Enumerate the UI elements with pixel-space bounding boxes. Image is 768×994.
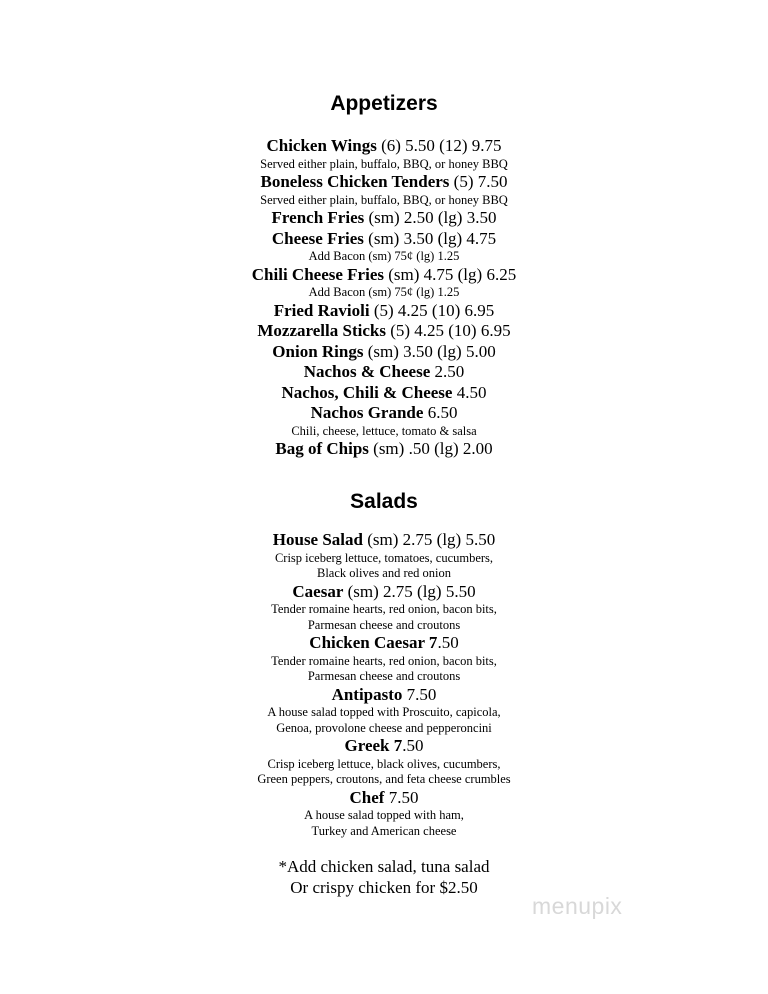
menu-item-description: Green peppers, croutons, and feta cheese crumbles (257, 772, 511, 786)
menu-item-price: (5) 4.25 (10) 6.95 (390, 321, 511, 340)
menu-item-price: (sm) 3.50 (lg) 5.00 (367, 341, 496, 361)
menu-item-line (0, 208, 768, 229)
menu-item-price: (sm) 3.50 (lg) 4.75 (368, 228, 497, 248)
appetizers-heading: Appetizers (330, 92, 438, 115)
menu-item-description: Crisp iceberg lettuce, tomatoes, cucumbers, (274, 550, 494, 565)
menu-item (0, 136, 768, 172)
menu-item-price: 7.50 (388, 787, 419, 807)
menu-item-name: Caesar (292, 581, 344, 601)
menu-item-description: Parmesan cheese and croutons (307, 617, 461, 632)
menu-item (0, 342, 768, 363)
menu-item (0, 685, 768, 737)
menu-item (0, 172, 768, 208)
menu-item (0, 530, 768, 582)
menu-item-name: Chicken Caesar 7 (309, 633, 438, 652)
menu-item-description: Chili, cheese, lettuce, tomato & salsa (291, 423, 477, 438)
menu-item-line (0, 362, 768, 383)
menu-item-line (0, 788, 768, 809)
appetizers-list (0, 136, 768, 460)
menu-item-name: Nachos Grande (310, 403, 424, 422)
menu-item (0, 383, 768, 404)
footnote-line: Or crispy chicken for $2.50 (290, 878, 478, 897)
menu-item-line (0, 136, 768, 157)
menu-item-price: .50 (402, 736, 424, 755)
menu-item-name: Nachos & Cheese (303, 362, 431, 381)
menu-item-description: A house salad topped with Proscuito, capicola, (267, 705, 501, 719)
menu-item-price: (5) 7.50 (453, 172, 508, 191)
menu-item (0, 362, 768, 383)
menu-item-description: A house salad topped with ham, (304, 808, 464, 822)
menu-item-line (0, 736, 768, 757)
menu-item-description: Parmesan cheese and croutons (307, 669, 461, 683)
menu-item-description: Black olives and red onion (317, 566, 451, 580)
menu-item-name: Antipasto (331, 684, 403, 704)
menu-item (0, 301, 768, 322)
menu-item-description: Add Bacon (sm) 75¢ (lg) 1.25 (308, 285, 460, 299)
menu-item (0, 208, 768, 229)
menu-item-price: (sm) 2.50 (lg) 3.50 (368, 208, 497, 227)
menu-item (0, 321, 768, 342)
menu-item-description: Crisp iceberg lettuce, black olives, cucumbers, (267, 756, 501, 771)
menu-item-name: French Fries (271, 208, 365, 227)
menu-item-price: (sm) 2.75 (lg) 5.50 (347, 581, 476, 601)
menu-item-price: (6) 5.50 (12) 9.75 (381, 136, 502, 155)
menu-item-price: (sm) 4.75 (lg) 6.25 (388, 264, 517, 284)
menu-item-line (0, 229, 768, 250)
menu-item-name: Chicken Wings (266, 136, 377, 155)
salads-list (0, 530, 768, 839)
menu-item-line (0, 403, 768, 424)
menu-item-line (0, 172, 768, 193)
menu-item-name: Onion Rings (272, 341, 364, 361)
menu-item-description: Served either plain, buffalo, BBQ, or honey BBQ (260, 192, 508, 207)
menu-item-line (0, 265, 768, 286)
menu-item-description: Tender romaine hearts, red onion, bacon bits, (271, 602, 497, 616)
menu-item-description: Served either plain, buffalo, BBQ, or honey BBQ (260, 156, 508, 171)
menu-item-name: Bag of Chips (275, 439, 369, 458)
menu-item-price: 7.50 (406, 684, 437, 704)
menu-item-line (0, 342, 768, 363)
footnote (0, 856, 768, 898)
menu-item-description: Genoa, provolone cheese and pepperoncini (276, 720, 492, 735)
menu-item-line (0, 685, 768, 706)
menu-item-price: .50 (437, 633, 459, 652)
menu-item-description: Tender romaine hearts, red onion, bacon bits, (271, 653, 497, 668)
menu-item-name: Mozzarella Sticks (257, 321, 386, 340)
menu-item-name: Cheese Fries (271, 228, 364, 248)
menu-item-line (0, 321, 768, 342)
menu-item-line (0, 530, 768, 551)
menu-item-description: Add Bacon (sm) 75¢ (lg) 1.25 (308, 249, 460, 263)
menu-item-price: 6.50 (427, 403, 458, 422)
menu-item-description: Turkey and American cheese (311, 823, 457, 838)
menu-item-name: Greek 7 (344, 736, 403, 755)
menu-item (0, 229, 768, 265)
menu-item (0, 788, 768, 840)
menu-item-line (0, 439, 768, 460)
menu-item (0, 736, 768, 788)
menu-item-name: Boneless Chicken Tenders (260, 172, 450, 191)
menu-item (0, 633, 768, 685)
menu-item (0, 403, 768, 439)
menu-item-line (0, 301, 768, 322)
menu-item-line (0, 582, 768, 603)
menu-item-price: (sm) .50 (lg) 2.00 (373, 439, 493, 458)
menu-item-name: Nachos, Chili & Cheese (281, 382, 453, 402)
menu-item-name: Chef (349, 787, 385, 807)
menu-item-price: 4.50 (456, 382, 487, 402)
menu-item (0, 265, 768, 301)
menu-item (0, 582, 768, 634)
salads-heading: Salads (350, 490, 418, 513)
menu-item-price: (sm) 2.75 (lg) 5.50 (367, 530, 496, 549)
menupix-watermark: menupix (532, 893, 623, 919)
menu-item-name: Chili Cheese Fries (251, 264, 384, 284)
footnote-line: *Add chicken salad, tuna salad (278, 857, 490, 876)
menu-item (0, 439, 768, 460)
menu-item-line (0, 383, 768, 404)
menu-item-price: (5) 4.25 (10) 6.95 (373, 300, 495, 320)
menu-item-price: 2.50 (434, 362, 465, 381)
menu-item-line (0, 633, 768, 654)
menu-item-name: House Salad (272, 530, 363, 549)
menu-item-name: Fried Ravioli (273, 300, 370, 320)
